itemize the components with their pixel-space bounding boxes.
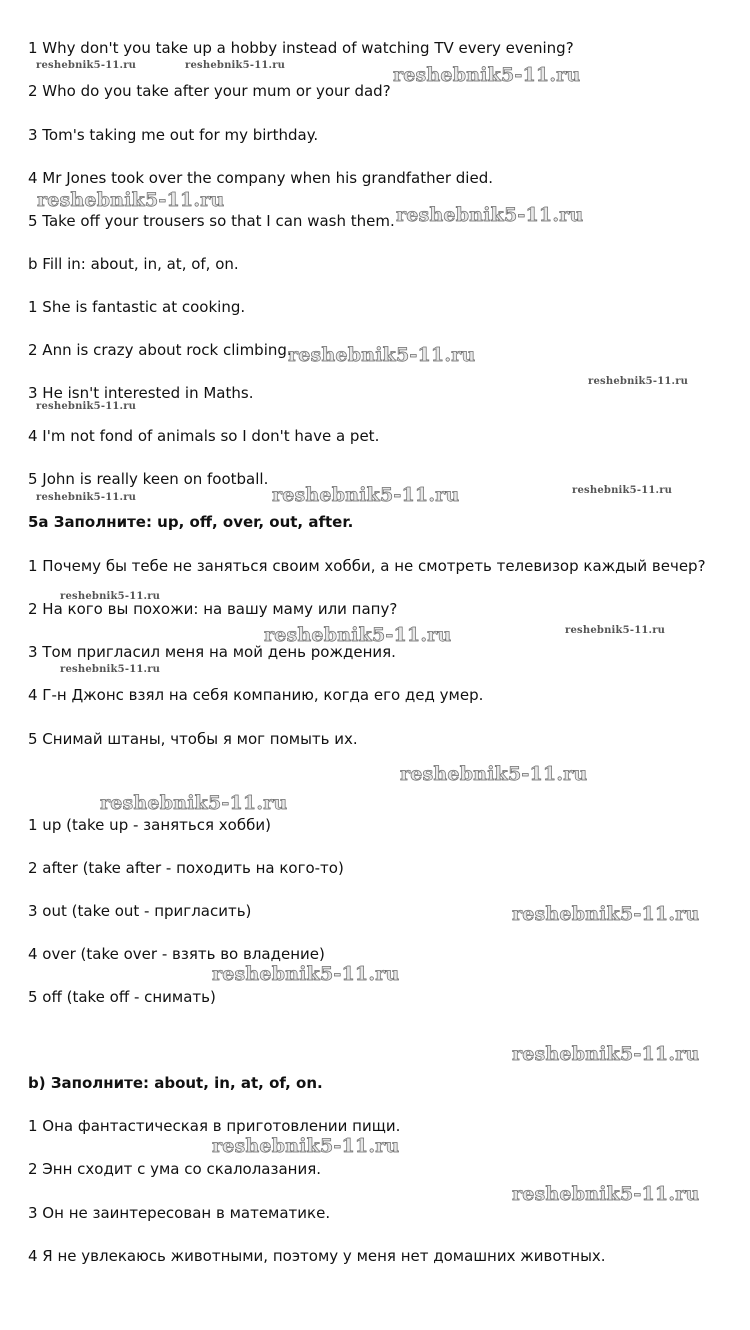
text-line: 3 Он не заинтересован в математике. bbox=[28, 1204, 331, 1222]
answer-line: 3 out (take out - пригласить) bbox=[28, 902, 252, 920]
watermark: reshebnik5-11.ru bbox=[264, 624, 452, 646]
watermark: reshebnik5-11.ru bbox=[512, 1183, 700, 1205]
watermark: reshebnik5-11.ru bbox=[36, 401, 137, 412]
watermark: reshebnik5-11.ru bbox=[60, 664, 161, 675]
text-line: 4 Я не увлекаюсь животными, поэтому у меня нет домашних животных. bbox=[28, 1247, 606, 1265]
text-line: 4 Г-н Джонс взял на себя компанию, когда его дед умер. bbox=[28, 686, 484, 704]
text-line: 1 Почему бы тебе не заняться своим хобби, а не смотреть телевизор каждый вечер? bbox=[28, 557, 706, 575]
watermark: reshebnik5-11.ru bbox=[100, 792, 288, 814]
text-line: 2 Ann is crazy about rock climbing. bbox=[28, 341, 292, 359]
watermark: reshebnik5-11.ru bbox=[588, 376, 689, 387]
text-line: 2 Who do you take after your mum or your dad? bbox=[28, 82, 391, 100]
text-line: 1 Why don't you take up a hobby instead of watching TV every evening? bbox=[28, 39, 574, 57]
text-line: 3 Tom's taking me out for my birthday. bbox=[28, 126, 319, 144]
watermark: reshebnik5-11.ru bbox=[60, 591, 161, 602]
section-heading: b Fill in: about, in, at, of, on. bbox=[28, 255, 239, 273]
text-line: 1 She is fantastic at cooking. bbox=[28, 298, 246, 316]
watermark: reshebnik5-11.ru bbox=[36, 60, 137, 71]
text-line: 1 Она фантастическая в приготовлении пищи. bbox=[28, 1117, 401, 1135]
answer-line: 1 up (take up - заняться хобби) bbox=[28, 816, 271, 834]
watermark: reshebnik5-11.ru bbox=[212, 963, 400, 985]
text-line: 2 На кого вы похожи: на вашу маму или папу? bbox=[28, 600, 398, 618]
watermark: reshebnik5-11.ru bbox=[396, 204, 584, 226]
section-heading: b) Заполните: about, in, at, of, on. bbox=[28, 1074, 323, 1092]
section-heading: 5a Заполните: up, off, over, out, after. bbox=[28, 513, 354, 531]
text-line: 2 Энн сходит с ума со скалолазания. bbox=[28, 1160, 322, 1178]
answer-line: 2 after (take after - походить на кого-то) bbox=[28, 859, 344, 877]
text-line: 5 Take off your trousers so that I can wash them. bbox=[28, 212, 395, 230]
text-line: 4 Mr Jones took over the company when his grandfather died. bbox=[28, 169, 493, 187]
watermark: reshebnik5-11.ru bbox=[400, 763, 588, 785]
watermark: reshebnik5-11.ru bbox=[572, 485, 673, 496]
answer-line: 5 off (take off - снимать) bbox=[28, 988, 216, 1006]
watermark: reshebnik5-11.ru bbox=[512, 903, 700, 925]
watermark: reshebnik5-11.ru bbox=[512, 1043, 700, 1065]
watermark: reshebnik5-11.ru bbox=[288, 344, 476, 366]
text-line: 3 Том пригласил меня на мой день рождения. bbox=[28, 643, 396, 661]
text-line: 4 I'm not fond of animals so I don't have a pet. bbox=[28, 427, 380, 445]
watermark: reshebnik5-11.ru bbox=[185, 60, 286, 71]
watermark: reshebnik5-11.ru bbox=[37, 189, 225, 211]
watermark: reshebnik5-11.ru bbox=[565, 625, 666, 636]
watermark: reshebnik5-11.ru bbox=[272, 484, 460, 506]
text-line: 5 John is really keen on football. bbox=[28, 470, 269, 488]
watermark: reshebnik5-11.ru bbox=[36, 492, 137, 503]
text-line: 3 He isn't interested in Maths. bbox=[28, 384, 254, 402]
watermark: reshebnik5-11.ru bbox=[212, 1135, 400, 1157]
watermark: reshebnik5-11.ru bbox=[393, 64, 581, 86]
answer-line: 4 over (take over - взять во владение) bbox=[28, 945, 325, 963]
text-line: 5 Снимай штаны, чтобы я мог помыть их. bbox=[28, 730, 358, 748]
